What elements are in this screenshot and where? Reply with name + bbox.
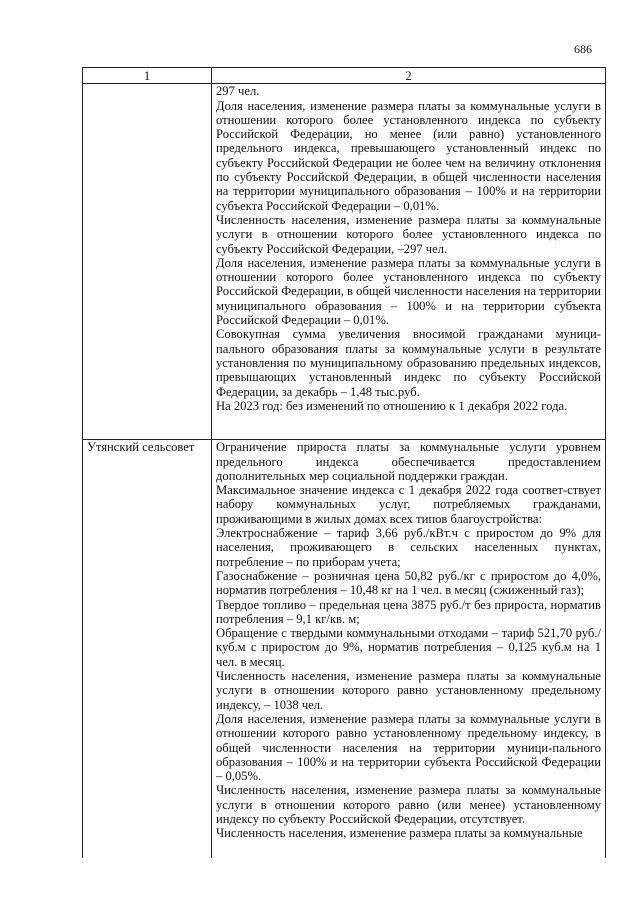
region-cell bbox=[83, 84, 212, 440]
paragraph: Доля населения, изменение размера платы за коммунальные услуги в отношении которого более установленного индекса по субъекту Российской Федерации, но менее (или равно) установленного предельного индекса, превышающего установленный индекс по субъекту Российской Федерации не более чем на величину отклонения по субъекту Российской Федерации, в общей численности населения на территории муниципального образования – 100% и на территории субъекта Российской Федерации – 0,01%. bbox=[216, 98, 601, 213]
table-header-row bbox=[83, 68, 606, 84]
page-number: 686 bbox=[574, 42, 592, 56]
paragraph: 297 чел. bbox=[216, 84, 260, 99]
paragraph: Численность населения, изменение размера платы за коммунальные bbox=[216, 826, 583, 841]
paragraph: Максимальное значение индекса с 1 декабря 2022 года соответ-ствует набору коммунальных услуг, потребляемых гражданами, проживающими в жилых домах всех типов благоустройства: bbox=[216, 483, 601, 526]
paragraph: Электроснабжение – тариф 3,66 руб./кВт.ч с приростом до 9% для населения, проживающего в сельских населенных пунктах, потребление – по приборам учета; bbox=[216, 526, 601, 569]
paragraph: Твердое топливо – предельная цена 3875 руб./т без прироста, норматив потребления – 9,1 кг/кв. м; bbox=[216, 597, 601, 626]
paragraph: Ограничение прироста платы за коммунальные услуги уровнем предельного индекса обеспечивается предоставлением дополнительных мер социальной поддержки граждан. bbox=[216, 440, 601, 483]
paragraph: Численность населения, изменение размера платы за коммунальные услуги в отношении которого равно (или менее) установленному индексу по субъекту Российской Федерации, отсутствует. bbox=[216, 783, 601, 827]
paragraph: На 2023 год: без изменений по отношению к 1 декабря 2022 года. bbox=[216, 398, 568, 413]
paragraph: Газоснабжение – розничная цена 50,82 руб./кг с приростом до 4,0%, норматив потребления – 10,48 кг на 1 чел. в месяц (сжиженный газ); bbox=[216, 568, 601, 598]
region-cell: Утянский сельсовет bbox=[83, 440, 212, 859]
table-row bbox=[83, 440, 606, 859]
table-row bbox=[83, 84, 606, 440]
paragraph: Совокупная сумма увеличения вносимой гражданами муници-пального образования платы за коммунальные услуги в результате установления по муниципальному образованию предельных индексов, превышающих установленный индекс по субъекту Российской Федерации, за декабрь – 1,48 тыс.руб. bbox=[216, 327, 601, 399]
column-header-2: 2 bbox=[212, 68, 606, 84]
document-table bbox=[82, 67, 606, 858]
paragraph: Доля населения, изменение размера платы за коммунальные услуги в отношении которого равно установленному предельному индексу, в общей численности населения на территории муници-пального образования – 100% и на территории субъекта Российской Федерации – 0,05%. bbox=[216, 711, 601, 784]
description-cell bbox=[212, 84, 606, 440]
paragraph: Численность населения, изменение размера платы за коммунальные услуги в отношении которого равно установленному предельному индексу, – 1038 чел. bbox=[216, 669, 601, 712]
description-cell bbox=[212, 440, 606, 859]
paragraph: Обращение с твердыми коммунальными отходами – тариф 521,70 руб./куб.м с приростом до 9%, норматив потребления – 0,125 куб.м на 1 чел. в месяц. bbox=[216, 626, 601, 669]
paragraph: Доля населения, изменение размера платы за коммунальные услуги в отношении которого более установленного индекса по субъекту Российской Федерации, в общей численности населения на территории муниципального образования – 100% и на территории субъекта Российской Федерации – 0,01%. bbox=[216, 255, 601, 328]
paragraph: Численность населения, изменение размера платы за коммунальные услуги в отношении которого более установленного индекса по субъекту Российской Федерации, –297 чел. bbox=[216, 212, 601, 256]
column-header-1: 1 bbox=[83, 68, 212, 84]
